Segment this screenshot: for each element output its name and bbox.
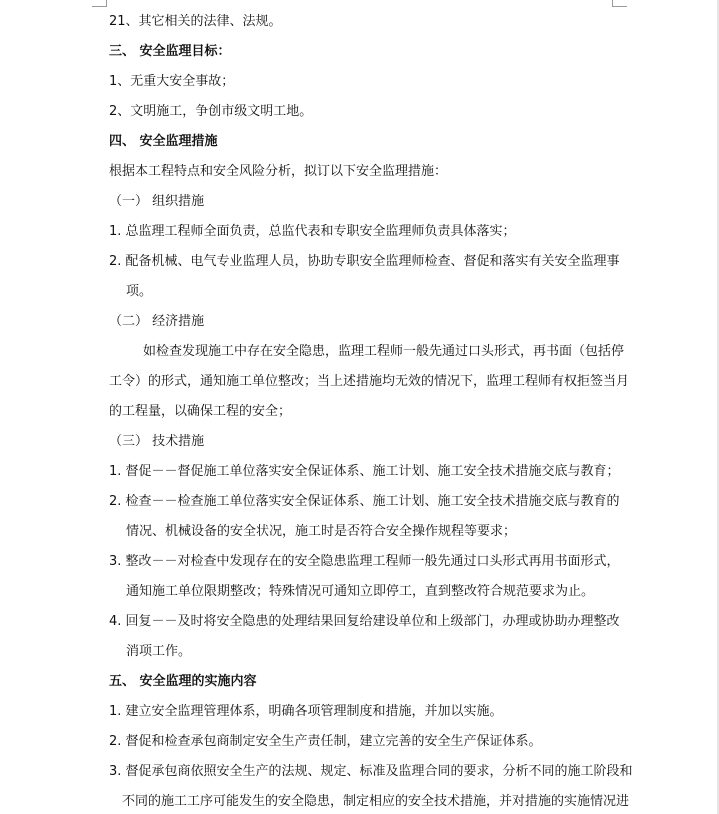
doc-line: 消项工作。 <box>126 644 192 659</box>
sub-heading: （三） 技术措施 <box>109 434 205 449</box>
section-heading: 五、 安全监理的实施内容 <box>109 674 257 689</box>
doc-line: 项。 <box>126 284 153 299</box>
doc-line: 2、文明施工，争创市级文明工地。 <box>109 104 313 119</box>
sub-heading: （一） 组织措施 <box>109 194 205 209</box>
section-heading: 四、 安全监理措施 <box>109 134 218 149</box>
section-heading: 三、 安全监理目标： <box>109 44 231 59</box>
doc-line: 工令）的形式，通知施工单位整改；当上述措施均无效的情况下，监理工程师有权拒签当月 <box>109 374 630 389</box>
doc-line: 通知施工单位限期整改；特殊情况可通知立即停工，直到整改符合规范要求为止。 <box>126 584 595 599</box>
doc-line: 1. 督促－－督促施工单位落实安全保证体系、施工计划、施工安全技术措施交底与教育； <box>109 464 620 479</box>
doc-line: 根据本工程特点和安全风险分析，拟订以下安全监理措施： <box>109 164 448 179</box>
doc-line: 不同的施工工序可能发生的安全隐患，制定相应的安全技术措施，并对措施的实施情况进 <box>122 794 630 809</box>
doc-line: 1. 建立安全监理管理体系，明确各项管理制度和措施，并加以实施。 <box>109 704 503 719</box>
doc-line: 3. 督促承包商依照安全生产的法规、规定、标准及监理合同的要求，分析不同的施工阶段和 <box>109 764 633 779</box>
doc-line: 如检查发现施工中存在安全隐患，监理工程师一般先通过口头形式，再书面（包括停 <box>143 344 625 359</box>
doc-line: 2. 配备机械、电气专业监理人员，协助专职安全监理师检查、督促和落实有关安全监理事 <box>109 254 620 269</box>
doc-line: 2. 检查－－检查施工单位落实安全保证体系、施工计划、施工安全技术措施交底与教育的 <box>109 494 620 509</box>
doc-line: 1. 总监理工程师全面负责，总监代表和专职安全监理师负责具体落实； <box>109 224 516 239</box>
doc-line: 2. 督促和检查承包商制定安全生产责任制，建立完善的安全生产保证体系。 <box>109 734 542 749</box>
doc-line: 的工程量，以确保工程的安全； <box>109 404 292 419</box>
doc-line: 4. 回复－－及时将安全隐患的处理结果回复给建设单位和上级部门，办理或协助办理整改 <box>109 614 620 629</box>
doc-line: 1、无重大安全事故； <box>109 74 235 89</box>
doc-line: 情况、机械设备的安全状况，施工时是否符合安全操作规程等要求； <box>126 524 517 539</box>
sub-heading: （二） 经济措施 <box>109 314 205 329</box>
doc-line: 21、其它相关的法律、法规。 <box>109 14 282 29</box>
margin-corner-mark-left <box>92 0 107 7</box>
doc-line: 3. 整改－－对检查中发现存在的安全隐患监理工程师一般先通过口头形式再用书面形式， <box>109 554 620 569</box>
margin-corner-mark-right <box>612 0 627 7</box>
